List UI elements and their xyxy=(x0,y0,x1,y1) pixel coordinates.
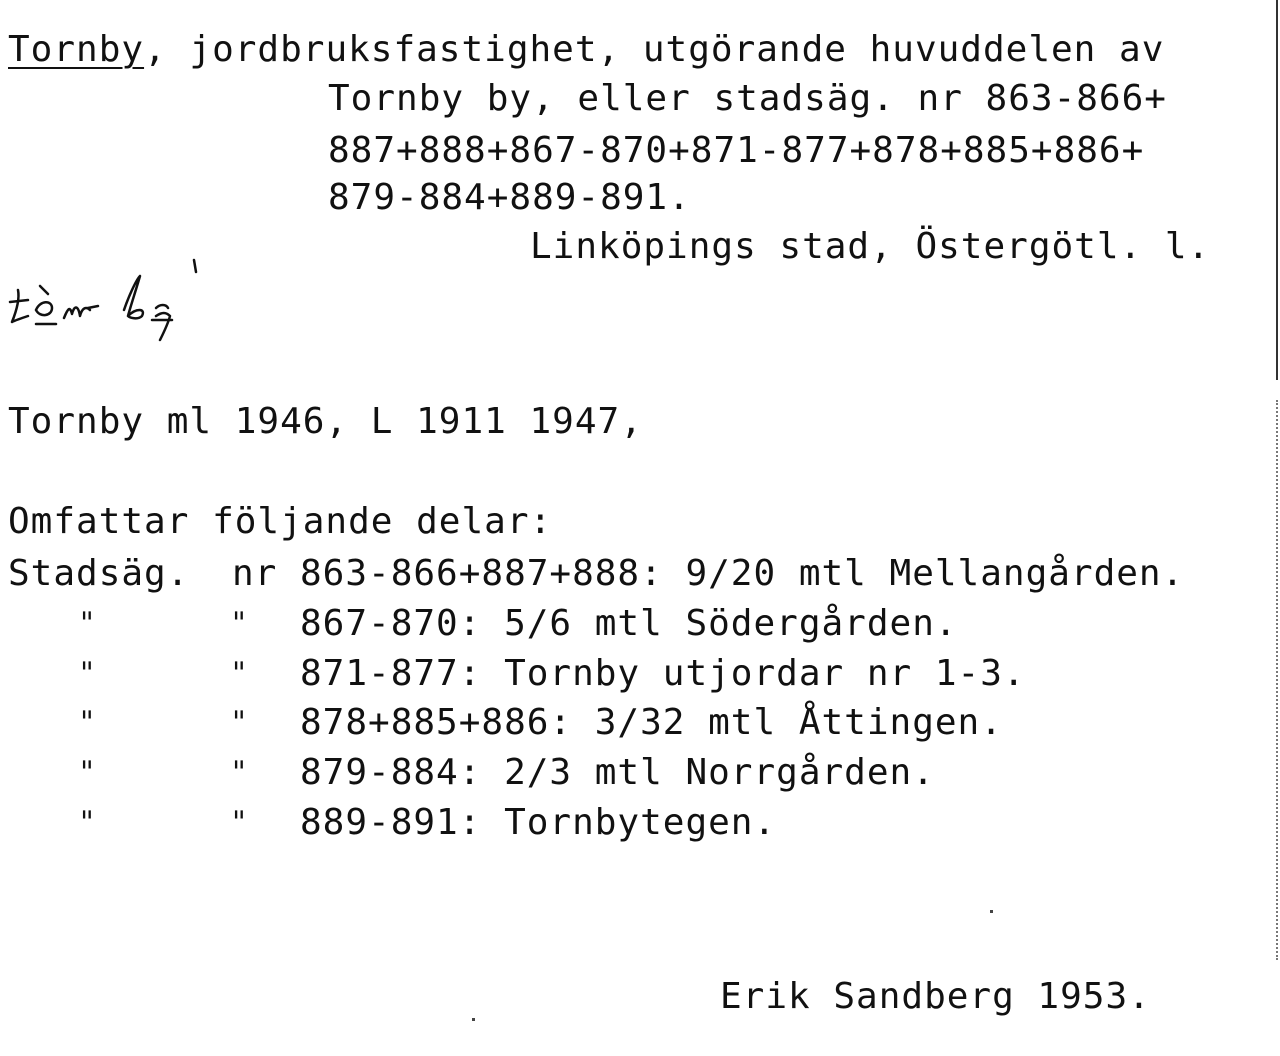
place-name: Tornby xyxy=(8,29,145,70)
parts-row-text: 879-884: 2/3 mtl Norrgården. xyxy=(300,752,935,793)
ditto-mark: " xyxy=(232,755,246,790)
ditto-mark: " xyxy=(232,606,246,641)
ditto-mark: " xyxy=(232,656,246,691)
locality-line: Linköpings stad, Östergötl. l. xyxy=(530,226,1211,267)
ditto-mark: " xyxy=(232,805,246,840)
parts-row-text: 878+885+886: 3/32 mtl Åttingen. xyxy=(300,702,1003,743)
card-edge-line xyxy=(1276,0,1278,380)
parts-heading: Omfattar följande delar: xyxy=(8,501,553,542)
parts-row-text: 889-891: Tornbytegen. xyxy=(300,802,777,843)
references-line: Tornby ml 1946, L 1911 1947, xyxy=(8,401,643,442)
parts-row-text: 867-870: 5/6 mtl Södergården. xyxy=(300,603,958,644)
parts-row-text: 871-877: Tornby utjordar nr 1-3. xyxy=(300,653,1026,694)
heading-continuation-2: 887+888+867-870+871-877+878+885+886+ xyxy=(328,130,1145,171)
ditto-mark: " xyxy=(80,606,94,641)
parts-row-nr: nr xyxy=(232,553,278,594)
ditto-mark: " xyxy=(80,755,94,790)
ditto-mark: " xyxy=(80,705,94,740)
parts-row-label: Stadsäg. xyxy=(8,553,190,594)
heading-continuation-1: Tornby by, eller stadsäg. nr 863-866+ xyxy=(328,78,1167,119)
parts-row-text: 863-866+887+888: 9/20 mtl Mellangården. xyxy=(300,553,1185,594)
heading-description: , jordbruksfastighet, utgörande huvuddelen av xyxy=(144,29,1165,70)
signature-line: Erik Sandberg 1953. xyxy=(720,976,1151,1017)
handwritten-annotation xyxy=(6,250,246,345)
heading-continuation-3: 879-884+889-891. xyxy=(328,177,691,218)
speck xyxy=(472,1018,475,1021)
ditto-mark: " xyxy=(80,805,94,840)
ditto-mark: " xyxy=(232,705,246,740)
card-edge-dots xyxy=(1274,400,1278,960)
card-heading xyxy=(8,28,1164,72)
ditto-mark: " xyxy=(80,656,94,691)
speck xyxy=(990,910,993,913)
